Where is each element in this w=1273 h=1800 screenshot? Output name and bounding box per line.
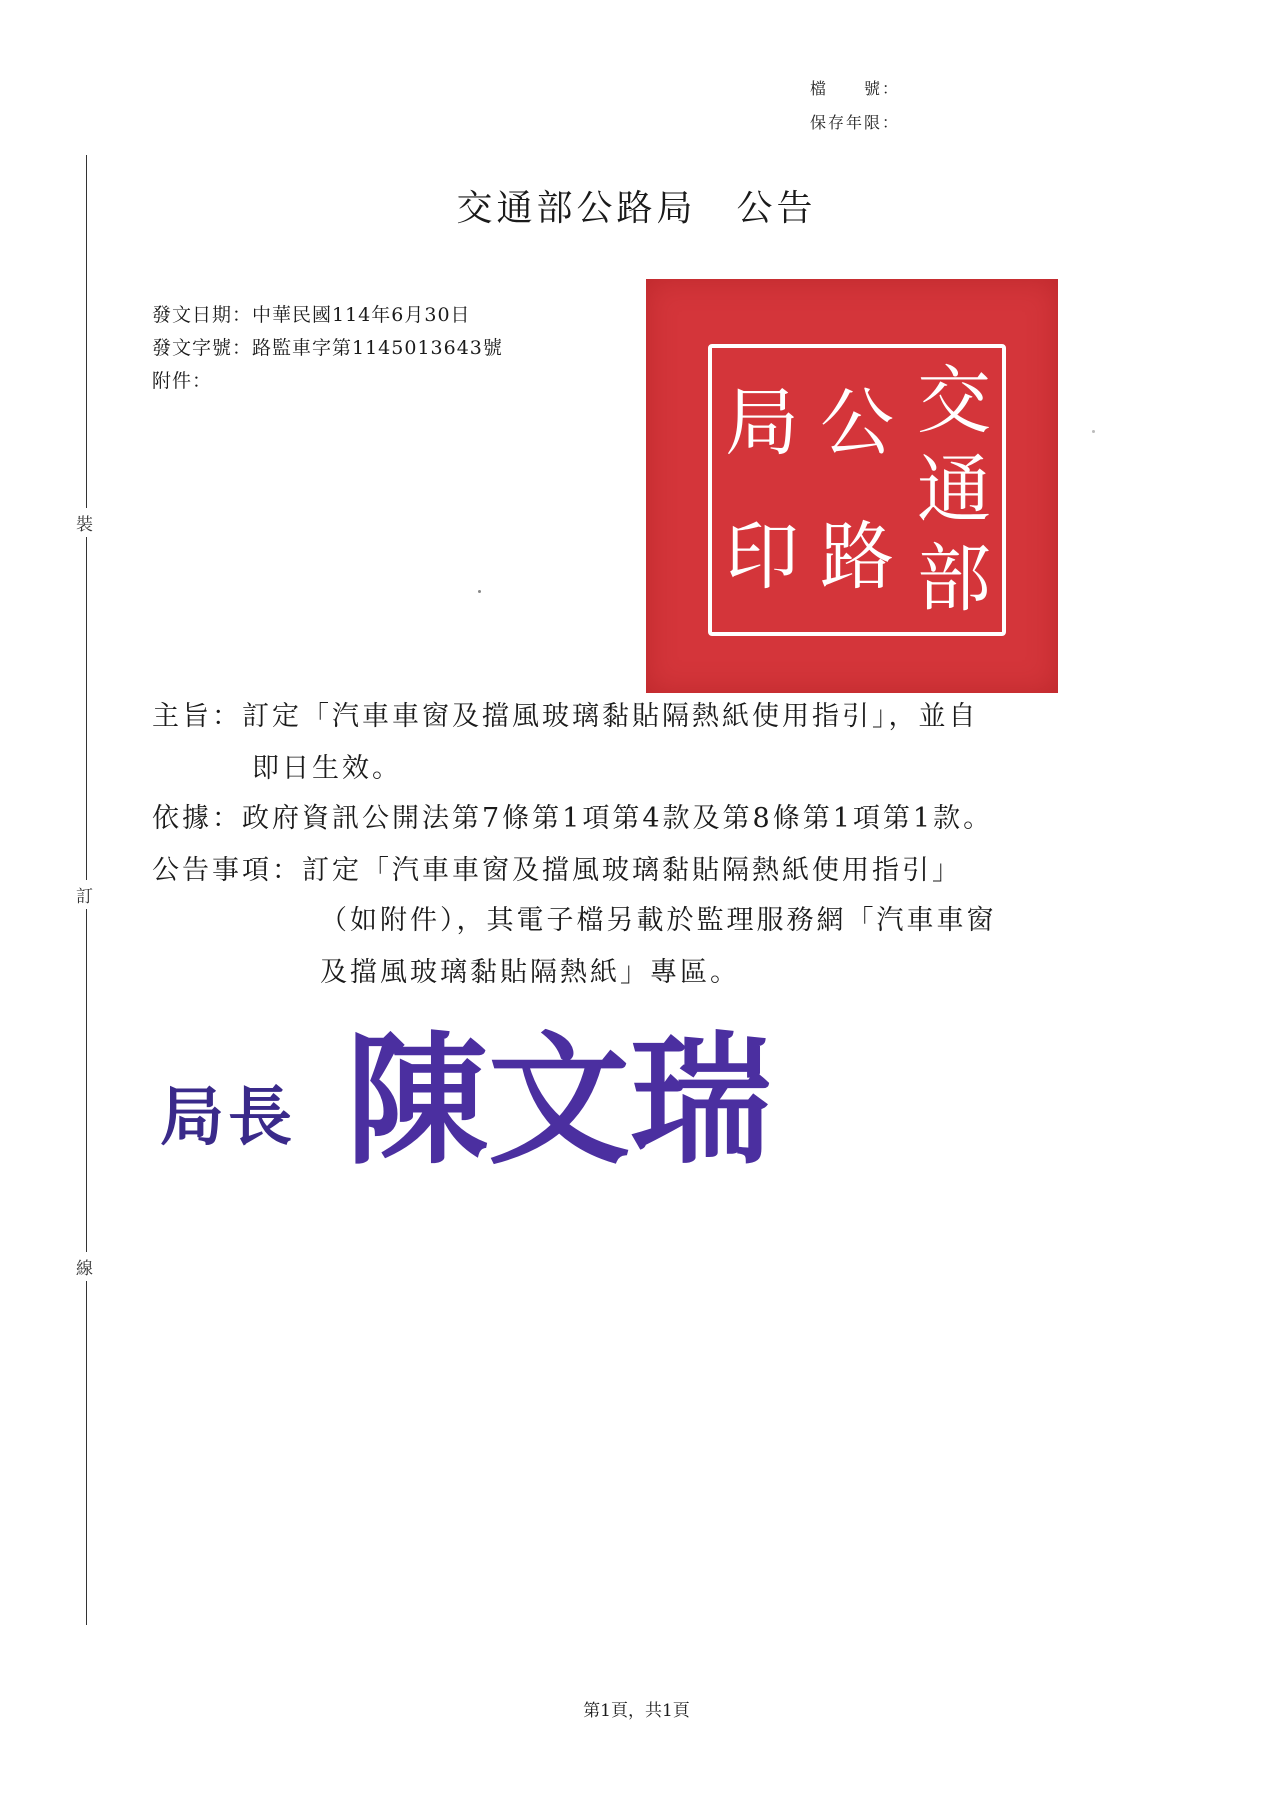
seal-column-left [720,356,804,624]
signatory-name-stamp: 陳文瑞 [346,1018,772,1184]
seal-char: 局 [725,380,799,466]
issue-date: 發文日期：中華民國114年6月30日 [152,304,471,326]
binding-mark-staple: 訂 [76,880,93,909]
seal-column-middle [815,356,899,624]
announcement-items-line-1: 公告事項：訂定「汽車車窗及擋風玻璃黏貼隔熱紙使用指引」 [152,855,962,886]
seal-char: 部 [917,536,991,623]
binding-mark-bind: 裝 [76,508,93,537]
subject-line-2: 即日生效。 [252,753,402,784]
seal-char: 公 [820,380,894,466]
page-number: 第1頁，共1頁 [583,1701,690,1721]
attachment-label: 附件： [152,370,213,392]
seal-column-right [912,356,996,624]
announcement-items-line-3: 及擋風玻璃黏貼隔熱紙」專區。 [320,957,740,988]
seal-char: 路 [820,514,894,600]
document-number: 發文字號：路監車字第1145013643號 [152,337,503,359]
scan-speck [478,590,481,593]
seal-char: 通 [917,446,991,533]
seal-border [708,344,1006,636]
seal-char: 印 [725,514,799,600]
scan-speck [1092,430,1095,433]
announcement-items-line-2: （如附件），其電子檔另載於監理服務網「汽車車窗 [320,905,997,936]
signatory-title: 局長 [160,1080,296,1155]
basis-line: 依據：政府資訊公開法第7條第1項第4款及第8條第1項第1款。 [152,803,994,834]
subject-line-1: 主旨：訂定「汽車車窗及擋風玻璃黏貼隔熱紙使用指引」，並自 [152,701,979,732]
file-number-label: 檔 號： [810,79,901,98]
seal-char: 交 [917,357,991,444]
retention-period-label: 保存年限： [810,113,901,132]
document-title: 交通部公路局 公告 [456,188,817,229]
official-seal [646,279,1058,693]
binding-mark-line: 線 [76,1252,93,1281]
